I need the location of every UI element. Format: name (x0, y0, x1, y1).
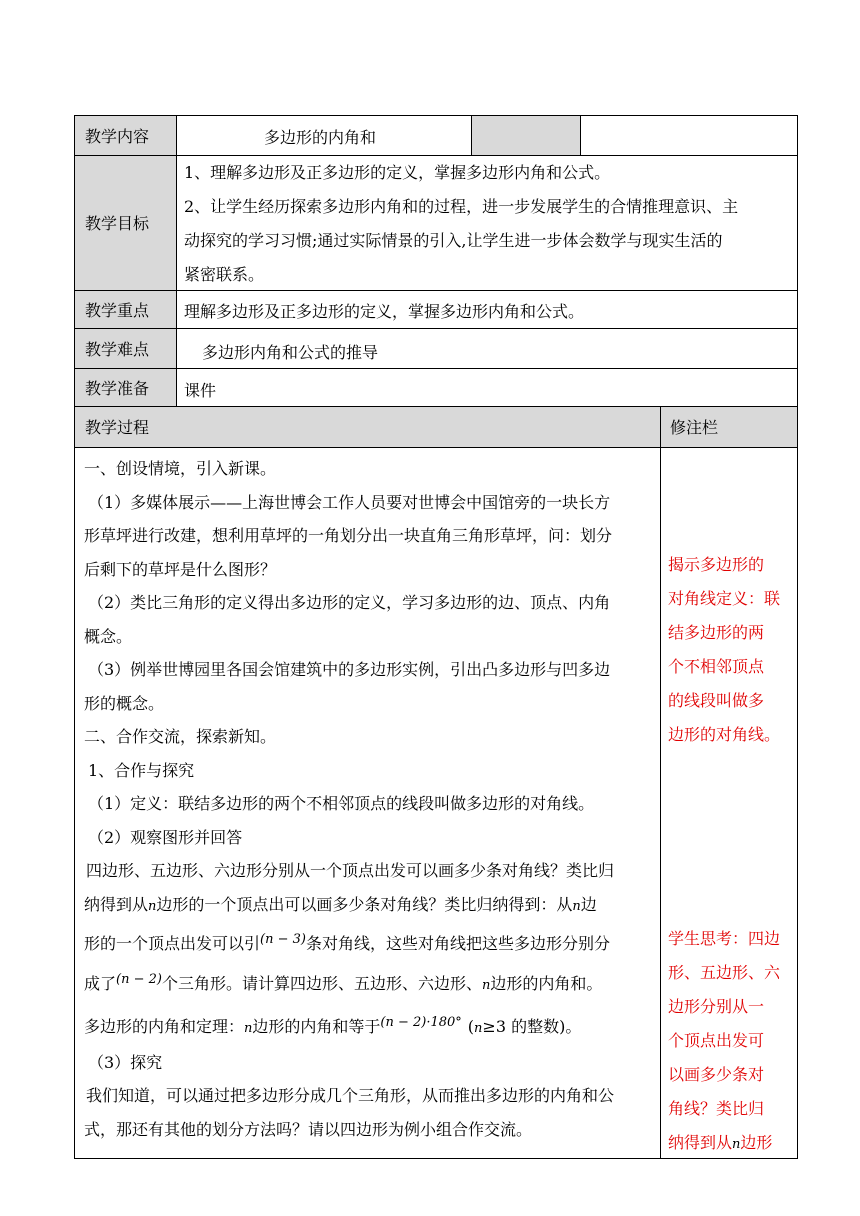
goal-line: 紧密联系。 (184, 265, 265, 284)
table-rule (74, 447, 798, 448)
process-line: （3）探究 (88, 1052, 163, 1072)
goal-line: 动探究的学习习惯;通过实际情景的引入,让学生进一步体会数学与现实生活的 (184, 231, 723, 250)
process-line: 后剩下的草坪是什么图形？ (84, 559, 277, 579)
table-rule (74, 290, 798, 291)
process-line: （1）多媒体展示——上海世博会工作人员要对世博会中国馆旁的一块长方 (88, 492, 611, 512)
difficulty-value: 多边形内角和公式的推导 (202, 343, 379, 362)
note-line: 的线段叫做多 (668, 691, 765, 710)
table-rule (74, 155, 798, 156)
process-line: （2）类比三角形的定义得出多边形的定义，学习多边形的边、顶点、内角 (88, 593, 611, 612)
table-rule (797, 115, 798, 1159)
process-body (84, 452, 659, 1146)
process-line: 一、创设情境，引入新课。 (84, 459, 277, 478)
content-value: 多边形的内角和 (264, 128, 377, 147)
text-span: 纳得到从 (668, 1133, 733, 1152)
process-line (84, 967, 659, 1003)
process-line: 概念。 (84, 626, 133, 646)
note-line: 边形的对角线。 (668, 725, 781, 744)
note-line: 结多边形的两 (668, 623, 765, 642)
text-span: 边形的内角和。 (490, 973, 603, 993)
math-expr: (n − 2)·180° (380, 1015, 462, 1030)
math-expr: (n − 3) (260, 932, 306, 947)
note-line: 以画多少条对 (668, 1065, 765, 1084)
process-line: （1）定义：联结多边形的两个不相邻顶点的线段叫做多边形的对角线。 (88, 794, 595, 813)
goals-value (184, 157, 796, 290)
goal-line: 2、让学生经历探索多边形内角和的过程，进一步发展学生的合情推理意识、主 (184, 197, 739, 216)
note-line: 学生思考：四边 (668, 929, 781, 948)
math-n: n (572, 898, 581, 914)
math-n: n (148, 898, 157, 914)
process-line: 我们知道，可以通过把多边形分成几个三角形，从而推出多边形的内角和公 (86, 1086, 615, 1105)
text-span: 个三角形。请计算四边形、五边形、六边形、 (161, 973, 482, 993)
text-span: 边 (580, 894, 597, 914)
notes-diagonal-definition (668, 548, 792, 752)
table-rule (580, 115, 581, 156)
math-n: n (474, 1021, 483, 1036)
table-rule (74, 115, 798, 116)
text-span: 边形的内角和等于 (252, 1017, 381, 1036)
prep-value: 课件 (184, 381, 217, 400)
table-rule (176, 115, 177, 407)
text-span: 边形的一个顶点出可以画多少条对角线？类比归纳得到：从 (156, 894, 573, 914)
text-span: ≥3 的整数)。 (482, 1017, 582, 1036)
text-span: 成了 (84, 973, 117, 993)
content-label: 教学内容 (85, 127, 150, 146)
process-line: （3）例举世博园里各国会馆建筑中的多边形实例，引出凸多边形与凹多边 (88, 660, 611, 679)
note-line: 边形分别从一 (668, 997, 765, 1016)
goal-line: 1、理解多边形及正多边形的定义，掌握多边形内角和公式。 (184, 163, 611, 182)
table-rule (660, 406, 661, 1159)
text-span: 边形 (740, 1133, 773, 1152)
text-span: 纳得到从 (84, 894, 149, 914)
note-line: 个不相邻顶点 (668, 657, 765, 676)
goals-label: 教学目标 (85, 214, 150, 233)
text-span: 条对角线，这些对角线把这些多边形分别分 (305, 934, 610, 953)
process-line: 形的概念。 (84, 693, 165, 713)
notes-label: 修注栏 (670, 418, 719, 437)
notes-student-thinking (668, 922, 792, 1162)
process-line (84, 1010, 659, 1046)
process-line: 1、合作与探究 (88, 760, 195, 780)
note-line: 角线？类比归 (668, 1099, 765, 1118)
math-n: n (732, 1137, 741, 1152)
table-rule (471, 115, 472, 156)
process-line (84, 927, 659, 963)
text-span: 多边形的内角和定理： (84, 1017, 245, 1036)
process-line: （2）观察图形并回答 (88, 827, 243, 847)
blank-shaded-cell (471, 116, 580, 155)
note-line: 个顶点出发可 (668, 1031, 765, 1050)
key-value: 理解多边形及正多边形的定义，掌握多边形内角和公式。 (184, 302, 585, 321)
key-label: 教学重点 (85, 300, 150, 320)
table-rule (74, 368, 798, 369)
math-expr: (n − 2) (116, 971, 162, 987)
math-n: n (481, 977, 491, 993)
prep-label: 教学准备 (85, 378, 150, 398)
text-span: 形的一个顶点出发可以引 (84, 934, 261, 953)
process-line: 形草坪进行改建，想利用草坪的一角划分出一块直角三角形草坪，问：划分 (84, 526, 613, 545)
text-span: ( (467, 1017, 475, 1036)
process-line: 四边形、五边形、六边形分别从一个顶点出发可以画多少条对角线？类比归 (86, 861, 615, 880)
process-line: 二、合作交流，探索新知。 (84, 727, 277, 746)
note-line: 形、五边形、六 (668, 963, 781, 982)
process-line: 式，那还有其他的划分方法吗？请以四边形为例小组合作交流。 (84, 1119, 533, 1139)
note-line: 揭示多边形的 (668, 555, 765, 574)
difficulty-label: 教学难点 (85, 339, 150, 359)
note-line (668, 1126, 792, 1162)
math-n: n (244, 1021, 253, 1036)
process-label: 教学过程 (85, 418, 150, 437)
table-rule (74, 328, 798, 329)
process-line (84, 888, 659, 924)
note-line: 对角线定义：联 (668, 589, 781, 608)
